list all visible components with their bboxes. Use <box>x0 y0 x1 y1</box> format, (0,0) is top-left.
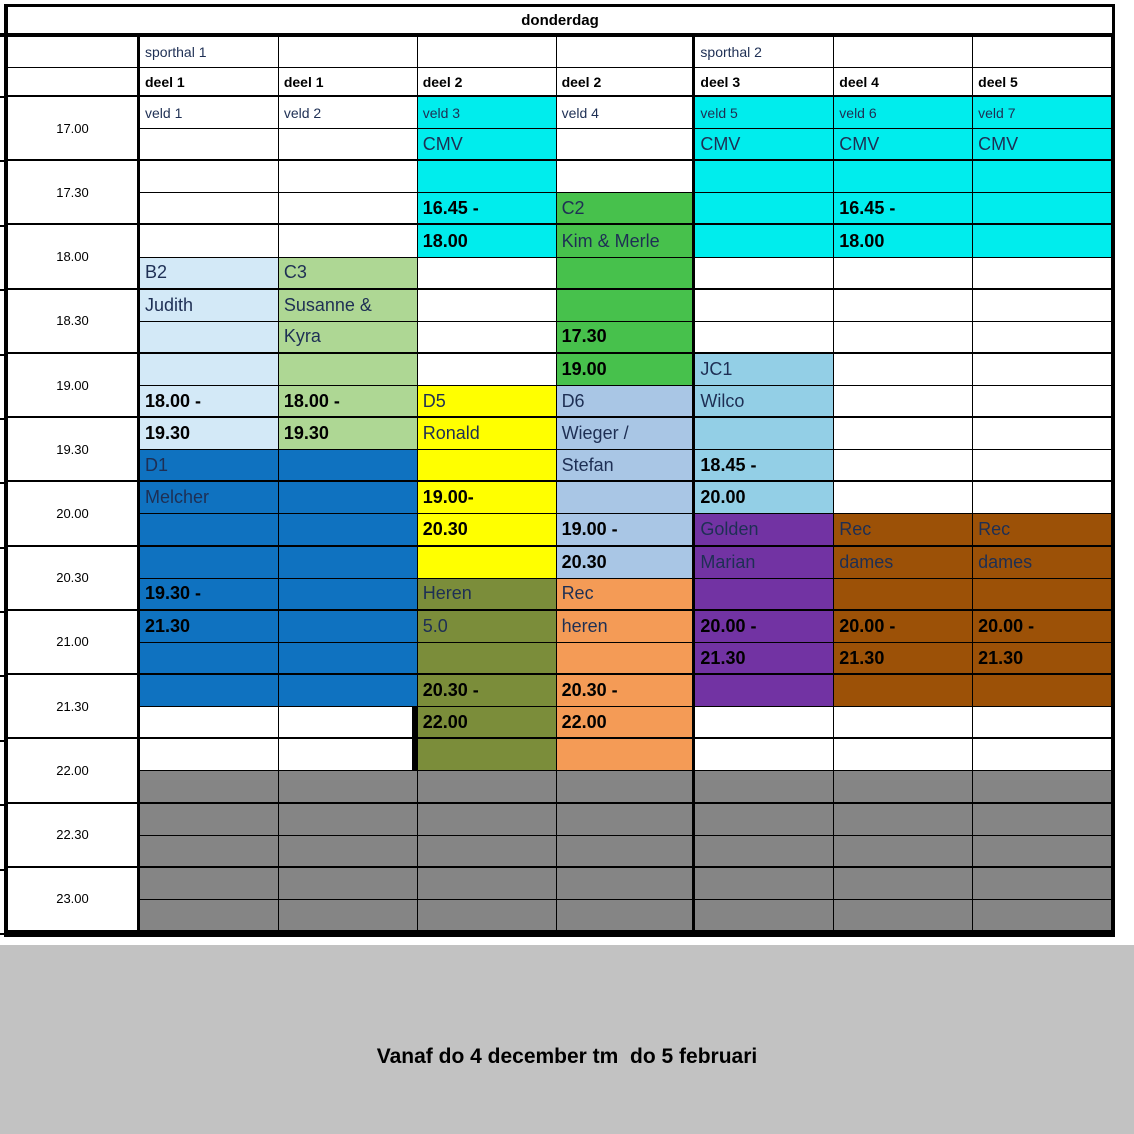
deel-label: deel 1 <box>140 68 279 97</box>
cell-veld3-r25 <box>418 900 557 932</box>
cell-veld5-r21 <box>695 771 834 803</box>
cell-veld4-r3: C2 <box>557 193 696 225</box>
cell-veld7-r5 <box>973 258 1112 290</box>
hall-label: sporthal 2 <box>695 37 834 68</box>
cell-veld1-r17 <box>140 643 279 675</box>
cell-veld6-r9 <box>834 386 973 418</box>
cell-veld6-r15 <box>834 579 973 611</box>
cell-veld3-r4: 18.00 <box>418 225 557 257</box>
cell-veld1-r4 <box>140 225 279 257</box>
cell-veld7-r11 <box>973 450 1112 482</box>
time-label: 21.00 <box>8 611 140 675</box>
cell-veld6-r8 <box>834 354 973 386</box>
cell-veld5-r4 <box>695 225 834 257</box>
cell-veld2-r9: 18.00 - <box>279 386 418 418</box>
time-label: 17.00 <box>8 97 140 161</box>
cell-veld5-r2 <box>695 161 834 193</box>
cell-veld2-r22 <box>279 804 418 836</box>
cell-veld1-r25 <box>140 900 279 932</box>
cell-veld5-r7 <box>695 322 834 354</box>
margin-tick <box>0 418 5 420</box>
cell-veld2-r17 <box>279 643 418 675</box>
cell-veld2-r25 <box>279 900 418 932</box>
cell-veld1-r21 <box>140 771 279 803</box>
footer-note: Vanaf do 4 december tm do 5 februari <box>376 1045 758 1068</box>
cell-veld7-r4 <box>973 225 1112 257</box>
cell-veld6-r5 <box>834 258 973 290</box>
time-label: 20.30 <box>8 547 140 611</box>
cell-veld7-r12 <box>973 482 1112 514</box>
cell-veld1-r14 <box>140 547 279 579</box>
cell-veld6-r14: dames <box>834 547 973 579</box>
cell-veld3-r12: 19.00- <box>418 482 557 514</box>
cell-veld4-r10: Wieger / <box>557 418 696 450</box>
cell-veld7-r2 <box>973 161 1112 193</box>
cell-veld4-r21 <box>557 771 696 803</box>
hall-row-cell <box>973 37 1112 68</box>
cell-veld4-r13: 19.00 - <box>557 514 696 546</box>
cell-veld3-r11 <box>418 450 557 482</box>
cell-veld2-r0: veld 2 <box>279 97 418 129</box>
cell-veld6-r20 <box>834 739 973 771</box>
cell-veld1-r19 <box>140 707 279 739</box>
cell-veld5-r24 <box>695 868 834 900</box>
cell-veld7-r21 <box>973 771 1112 803</box>
time-label: 22.00 <box>8 739 140 803</box>
cell-veld1-r9: 18.00 - <box>140 386 279 418</box>
cell-veld6-r10 <box>834 418 973 450</box>
cell-veld2-r15 <box>279 579 418 611</box>
cell-veld7-r6 <box>973 290 1112 322</box>
cell-veld2-r23 <box>279 836 418 868</box>
cell-veld5-r8: JC1 <box>695 354 834 386</box>
hall-row-cell <box>557 37 696 68</box>
cell-veld4-r2 <box>557 161 696 193</box>
cell-veld6-r17: 21.30 <box>834 643 973 675</box>
cell-veld2-r16 <box>279 611 418 643</box>
time-label: 21.30 <box>8 675 140 739</box>
cell-veld3-r20 <box>418 739 557 771</box>
day-header: donderdag <box>8 7 1112 37</box>
cell-veld1-r15: 19.30 - <box>140 579 279 611</box>
margin-tick <box>0 33 5 37</box>
cell-veld2-r14 <box>279 547 418 579</box>
cell-veld4-r25 <box>557 900 696 932</box>
cell-veld3-r9: D5 <box>418 386 557 418</box>
deel-label: deel 4 <box>834 68 973 97</box>
cell-veld7-r13: Rec <box>973 514 1112 546</box>
cell-veld7-r10 <box>973 418 1112 450</box>
cell-veld7-r0: veld 7 <box>973 97 1112 129</box>
cell-veld6-r6 <box>834 290 973 322</box>
cell-veld7-r15 <box>973 579 1112 611</box>
cell-veld5-r20 <box>695 739 834 771</box>
cell-veld3-r23 <box>418 836 557 868</box>
cell-veld5-r17: 21.30 <box>695 643 834 675</box>
cell-veld7-r9 <box>973 386 1112 418</box>
time-label: 20.00 <box>8 482 140 546</box>
cell-veld4-r24 <box>557 868 696 900</box>
cell-veld1-r23 <box>140 836 279 868</box>
margin-tick <box>0 96 5 98</box>
cell-veld5-r22 <box>695 804 834 836</box>
cell-veld2-r19 <box>279 707 418 739</box>
cell-veld5-r6 <box>695 290 834 322</box>
cell-veld4-r6 <box>557 290 696 322</box>
hall-row-cell <box>834 37 973 68</box>
cell-veld2-r4 <box>279 225 418 257</box>
hall-row-cell <box>279 37 418 68</box>
cell-veld4-r12 <box>557 482 696 514</box>
cell-veld7-r19 <box>973 707 1112 739</box>
cell-veld1-r24 <box>140 868 279 900</box>
cell-veld4-r15: Rec <box>557 579 696 611</box>
cell-veld3-r17 <box>418 643 557 675</box>
cell-veld1-r22 <box>140 804 279 836</box>
cell-veld3-r19: 22.00 <box>418 707 557 739</box>
cell-veld4-r19: 22.00 <box>557 707 696 739</box>
cell-veld2-r6: Susanne & <box>279 290 418 322</box>
cell-veld7-r23 <box>973 836 1112 868</box>
cell-veld7-r14: dames <box>973 547 1112 579</box>
cell-veld1-r20 <box>140 739 279 771</box>
cell-veld5-r1: CMV <box>695 129 834 161</box>
time-label: 19.00 <box>8 354 140 418</box>
cell-veld3-r24 <box>418 868 557 900</box>
hall-label: sporthal 1 <box>140 37 279 68</box>
deel-label: deel 1 <box>279 68 418 97</box>
cell-veld6-r0: veld 6 <box>834 97 973 129</box>
cell-veld5-r11: 18.45 - <box>695 450 834 482</box>
cell-veld6-r12 <box>834 482 973 514</box>
margin-tick <box>0 740 5 742</box>
cell-veld1-r6: Judith <box>140 290 279 322</box>
cell-veld2-r24 <box>279 868 418 900</box>
cell-veld4-r0: veld 4 <box>557 97 696 129</box>
cell-veld2-r13 <box>279 514 418 546</box>
cell-veld3-r1: CMV <box>418 129 557 161</box>
cell-veld7-r3 <box>973 193 1112 225</box>
cell-veld3-r0: veld 3 <box>418 97 557 129</box>
cell-veld5-r9: Wilco <box>695 386 834 418</box>
cell-veld4-r7: 17.30 <box>557 322 696 354</box>
cell-veld6-r19 <box>834 707 973 739</box>
cell-veld7-r7 <box>973 322 1112 354</box>
deel-label: deel 2 <box>418 68 557 97</box>
cell-veld4-r23 <box>557 836 696 868</box>
deel-label: deel 3 <box>695 68 834 97</box>
cell-veld5-r18 <box>695 675 834 707</box>
cell-veld4-r9: D6 <box>557 386 696 418</box>
margin-tick <box>0 289 5 291</box>
hall-row-cell <box>8 37 140 68</box>
cell-veld5-r25 <box>695 900 834 932</box>
cell-veld6-r13: Rec <box>834 514 973 546</box>
cell-veld2-r3 <box>279 193 418 225</box>
cell-veld4-r11: Stefan <box>557 450 696 482</box>
cell-veld6-r22 <box>834 804 973 836</box>
margin-tick <box>0 482 5 484</box>
cell-veld7-r17: 21.30 <box>973 643 1112 675</box>
cell-veld7-r20 <box>973 739 1112 771</box>
hall-row-cell <box>418 37 557 68</box>
cell-veld7-r25 <box>973 900 1112 932</box>
cell-veld4-r22 <box>557 804 696 836</box>
cell-veld3-r6 <box>418 290 557 322</box>
time-label: 19.30 <box>8 418 140 482</box>
cell-veld1-r1 <box>140 129 279 161</box>
cell-veld1-r11: D1 <box>140 450 279 482</box>
cell-veld6-r4: 18.00 <box>834 225 973 257</box>
deel-label: deel 2 <box>557 68 696 97</box>
cell-veld4-r20 <box>557 739 696 771</box>
cell-veld7-r22 <box>973 804 1112 836</box>
cell-veld1-r13 <box>140 514 279 546</box>
cell-veld6-r11 <box>834 450 973 482</box>
cell-veld7-r1: CMV <box>973 129 1112 161</box>
margin-tick <box>0 804 5 806</box>
cell-veld7-r18 <box>973 675 1112 707</box>
deel-label: deel 5 <box>973 68 1112 97</box>
cell-veld3-r21 <box>418 771 557 803</box>
margin-tick <box>0 611 5 613</box>
cell-veld1-r10: 19.30 <box>140 418 279 450</box>
cell-veld5-r14: Marian <box>695 547 834 579</box>
cell-veld2-r18 <box>279 675 418 707</box>
cell-veld3-r16: 5.0 <box>418 611 557 643</box>
cell-veld1-r0: veld 1 <box>140 97 279 129</box>
cell-veld5-r13: Golden <box>695 514 834 546</box>
cell-veld5-r19 <box>695 707 834 739</box>
time-label: 17.30 <box>8 161 140 225</box>
cell-veld2-r2 <box>279 161 418 193</box>
cell-veld4-r1 <box>557 129 696 161</box>
cell-veld1-r18 <box>140 675 279 707</box>
cell-veld2-r10: 19.30 <box>279 418 418 450</box>
margin-tick <box>0 225 5 227</box>
cell-veld4-r16: heren <box>557 611 696 643</box>
cell-veld6-r1: CMV <box>834 129 973 161</box>
cell-veld3-r14 <box>418 547 557 579</box>
margin-tick <box>0 547 5 549</box>
cell-veld6-r24 <box>834 868 973 900</box>
cell-veld3-r10: Ronald <box>418 418 557 450</box>
margin-tick <box>0 675 5 677</box>
time-label: 23.00 <box>8 868 140 932</box>
cell-veld3-r13: 20.30 <box>418 514 557 546</box>
cell-veld6-r18 <box>834 675 973 707</box>
cell-veld5-r16: 20.00 - <box>695 611 834 643</box>
cell-veld6-r2 <box>834 161 973 193</box>
margin-tick <box>0 354 5 356</box>
cell-veld6-r3: 16.45 - <box>834 193 973 225</box>
cell-veld4-r14: 20.30 <box>557 547 696 579</box>
time-label: 18.00 <box>8 225 140 289</box>
cell-veld3-r5 <box>418 258 557 290</box>
cell-veld5-r5 <box>695 258 834 290</box>
cell-veld7-r24 <box>973 868 1112 900</box>
cell-veld2-r20 <box>279 739 418 771</box>
cell-veld3-r7 <box>418 322 557 354</box>
cell-veld6-r7 <box>834 322 973 354</box>
cell-veld4-r18: 20.30 - <box>557 675 696 707</box>
margin-tick <box>0 933 5 935</box>
cell-veld1-r2 <box>140 161 279 193</box>
cell-veld2-r8 <box>279 354 418 386</box>
cell-veld3-r22 <box>418 804 557 836</box>
cell-veld2-r12 <box>279 482 418 514</box>
cell-veld6-r21 <box>834 771 973 803</box>
cell-veld6-r23 <box>834 836 973 868</box>
cell-veld4-r17 <box>557 643 696 675</box>
cell-veld1-r12: Melcher <box>140 482 279 514</box>
cell-veld7-r8 <box>973 354 1112 386</box>
cell-veld5-r23 <box>695 836 834 868</box>
cell-veld2-r21 <box>279 771 418 803</box>
cell-veld3-r18: 20.30 - <box>418 675 557 707</box>
cell-veld3-r3: 16.45 - <box>418 193 557 225</box>
cell-veld3-r2 <box>418 161 557 193</box>
cell-veld5-r12: 20.00 <box>695 482 834 514</box>
cell-veld5-r10 <box>695 418 834 450</box>
cell-veld1-r5: B2 <box>140 258 279 290</box>
cell-veld1-r16: 21.30 <box>140 611 279 643</box>
cell-veld4-r8: 19.00 <box>557 354 696 386</box>
cell-veld2-r5: C3 <box>279 258 418 290</box>
cell-veld1-r8 <box>140 354 279 386</box>
cell-veld2-r11 <box>279 450 418 482</box>
schedule-table <box>4 4 1115 937</box>
cell-veld4-r5 <box>557 258 696 290</box>
cell-veld1-r7 <box>140 322 279 354</box>
cell-veld2-r1 <box>279 129 418 161</box>
cell-veld6-r16: 20.00 - <box>834 611 973 643</box>
cell-veld3-r15: Heren <box>418 579 557 611</box>
cell-veld2-r7: Kyra <box>279 322 418 354</box>
cell-veld1-r3 <box>140 193 279 225</box>
deel-row-cell <box>8 68 140 97</box>
cell-veld6-r25 <box>834 900 973 932</box>
cell-veld5-r0: veld 5 <box>695 97 834 129</box>
cell-veld5-r15 <box>695 579 834 611</box>
cell-veld7-r16: 20.00 - <box>973 611 1112 643</box>
cell-veld5-r3 <box>695 193 834 225</box>
margin-tick <box>0 160 5 162</box>
time-label: 18.30 <box>8 290 140 354</box>
margin-tick <box>0 869 5 871</box>
cell-veld3-r8 <box>418 354 557 386</box>
time-label: 22.30 <box>8 804 140 868</box>
bottom-band <box>0 945 1134 1134</box>
cell-veld4-r4: Kim & Merle <box>557 225 696 257</box>
